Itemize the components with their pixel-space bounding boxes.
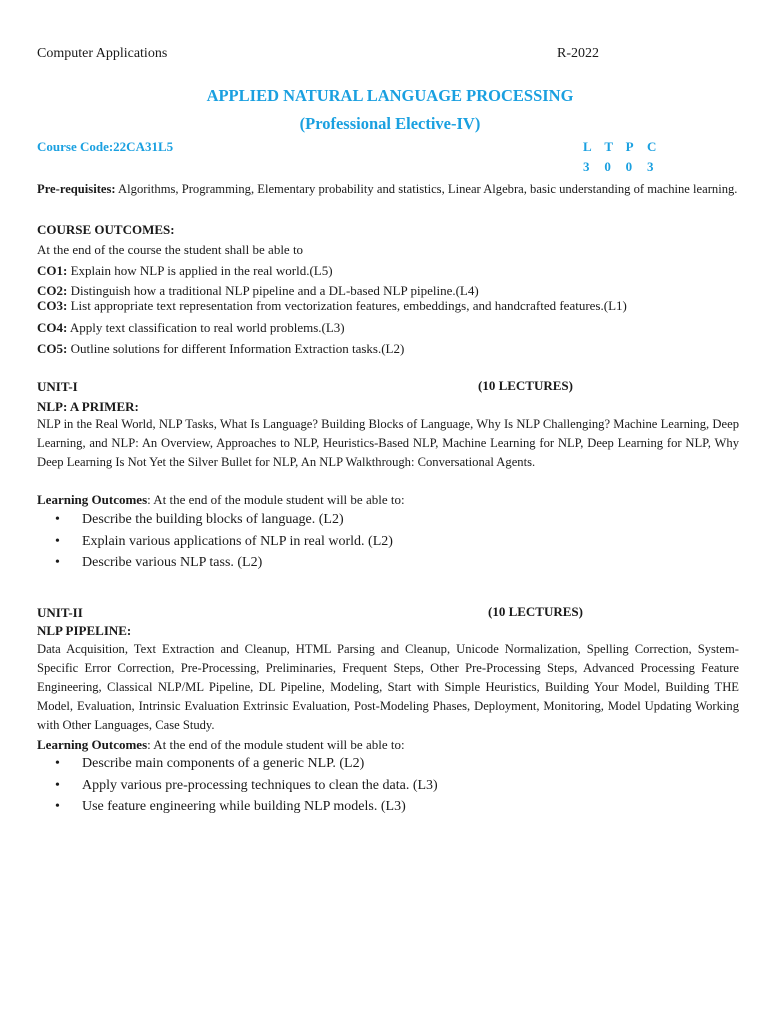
unit-2-heading: NLP PIPELINE:	[37, 623, 132, 638]
course-outcome-item: CO2: Distinguish how a traditional NLP pipeline and a DL-based NLP pipeline.(L4)	[37, 283, 479, 298]
header-right: R-2022	[557, 46, 599, 61]
ltpc-labels	[583, 139, 663, 155]
course-outcome-item: CO4: Apply text classification to real world problems.(L3)	[37, 320, 345, 335]
ltpc-values	[583, 159, 663, 175]
course-outcomes-heading: COURSE OUTCOMES:	[37, 222, 175, 237]
ltpc-value: 0	[625, 159, 633, 174]
page-title: APPLIED NATURAL LANGUAGE PROCESSING	[206, 86, 574, 105]
unit-1-heading: NLP: A PRIMER:	[37, 399, 139, 414]
unit-1-lectures: (10 LECTURES)	[478, 378, 573, 393]
ltpc-label: T	[604, 139, 613, 154]
ltpc-label: L	[583, 139, 592, 154]
list-item: • Describe main components of a generic NLP. (L2)	[55, 753, 438, 775]
unit-2-learning-outcomes: Learning Outcomes: At the end of the module student will be able to:	[37, 737, 405, 752]
unit-2-lectures: (10 LECTURES)	[488, 604, 583, 619]
unit-1-outcome-list	[55, 509, 393, 574]
header-left: Computer Applications	[37, 46, 168, 61]
course-outcome-item: CO1: Explain how NLP is applied in the real world.(L5)	[37, 263, 333, 278]
ltpc-value: 3	[583, 159, 590, 174]
course-code: Course Code:22CA31L5	[37, 139, 174, 154]
list-item: • Describe various NLP tass. (L2)	[55, 552, 393, 574]
unit-2-outcome-list	[55, 753, 438, 818]
unit-1-learning-outcomes: Learning Outcomes: At the end of the module student will be able to:	[37, 492, 405, 507]
prerequisites	[37, 180, 739, 199]
list-item: • Use feature engineering while building NLP models. (L3)	[55, 796, 438, 818]
course-outcomes-intro: At the end of the course the student shall be able to	[37, 242, 304, 257]
course-outcome-item: CO5: Outline solutions for different Information Extraction tasks.(L2)	[37, 341, 405, 356]
ltpc-label: P	[625, 139, 634, 154]
course-outcome-item: CO3: List appropriate text representation from vectorization features, embeddings, and handcrafted features.(L1)	[37, 298, 627, 313]
page-subtitle: (Professional Elective-IV)	[299, 114, 481, 133]
ltpc-value: 3	[646, 159, 654, 174]
list-item: • Explain various applications of NLP in real world. (L2)	[55, 531, 393, 553]
prereq-text: Algorithms, Programming, Elementary probability and statistics, Linear Algebra, basic understanding of machine learning.	[118, 182, 738, 196]
unit-1-content: NLP in the Real World, NLP Tasks, What Is Language? Building Blocks of Language, Why Is NLP Challenging? Machine Learning, Deep Learning, and NLP: An Overview, Approaches to NLP, Heuristics-Based NLP, Machine Learning for NLP, Deep Learning for NLP, Why Deep Learning Is Not Yet the Silver Bullet for NLP, An NLP Walkthrough: Conversational Agents.	[37, 417, 739, 469]
unit-2-title: UNIT-II	[37, 605, 83, 620]
ltpc-label: C	[646, 139, 657, 154]
list-item: • Describe the building blocks of language. (L2)	[55, 509, 393, 531]
unit-2-content: Data Acquisition, Text Extraction and Cleanup, HTML Parsing and Cleanup, Unicode Normalization, Spelling Correction, System-Specific Error Correction, Pre-Processing, Preliminaries, Frequent Steps, Other Pre-Processing Steps, Advanced Processing Feature Engineering, Classical NLP/ML Pipeline, DL Pipeline, Modeling, Start with Simple Heuristics, Building Your Model, Building THE Model, Evaluation, Intrinsic Evaluation Extrinsic Evaluation, Post-Modeling Phases, Deployment, Monitoring, Model Updating Working with Other Languages, Case Study.	[37, 642, 739, 732]
ltpc-value: 0	[604, 159, 611, 174]
prereq-label: Pre-requisites:	[37, 182, 116, 196]
unit-1-title: UNIT-I	[37, 379, 78, 394]
list-item: • Apply various pre-processing techniques to clean the data. (L3)	[55, 775, 438, 797]
